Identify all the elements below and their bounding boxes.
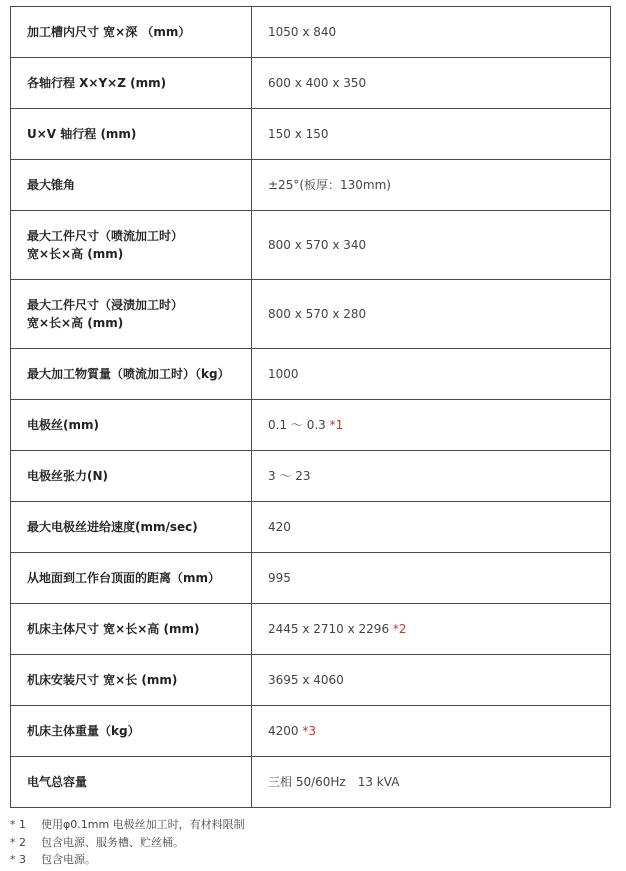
spec-value: 600 x 400 x 350 [268, 76, 367, 90]
spec-label: 电极丝张力(N) [11, 451, 252, 502]
spec-value-cell [252, 7, 611, 58]
spec-label: 最大电极丝进给速度(mm/sec) [11, 502, 252, 553]
spec-value: 1000 [268, 367, 299, 381]
spec-label: 加工槽内尺寸 宽×深 （mm） [11, 7, 252, 58]
spec-label: 机床主体尺寸 宽×长×高 (mm) [11, 604, 252, 655]
spec-label: 最大工件尺寸（浸渍加工时） 宽×长×高 (mm) [11, 280, 252, 349]
spec-row [11, 604, 611, 655]
spec-value: 150 x 150 [268, 127, 329, 141]
footnote-mark: * 1 [10, 818, 26, 831]
spec-value-cell [252, 280, 611, 349]
footnote-item [10, 816, 245, 834]
spec-row [11, 553, 611, 604]
spec-row [11, 706, 611, 757]
spec-value: 三相 50/60Hz 13 kVA [268, 775, 400, 789]
spec-value: 3695 x 4060 [268, 673, 344, 687]
spec-label: 机床安装尺寸 宽×长 (mm) [11, 655, 252, 706]
spec-value: 420 [268, 520, 291, 534]
spec-row [11, 109, 611, 160]
footnote-mark: * 2 [10, 835, 26, 849]
footnote-reference: *3 [302, 724, 317, 738]
footnote-reference: *2 [392, 622, 407, 636]
footnotes [10, 816, 245, 869]
spec-row [11, 655, 611, 706]
footnote-reference: *1 [329, 418, 344, 432]
spec-value-cell [252, 655, 611, 706]
footnote-text: 包含电源。 [41, 853, 96, 866]
spec-value: 1050 x 840 [268, 25, 337, 39]
spec-label: U×V 轴行程 (mm) [11, 109, 252, 160]
spec-value: 800 x 570 x 280 [268, 307, 367, 321]
spec-table [10, 6, 611, 808]
footnote-text: 包含电源、服务槽、贮丝桶。 [41, 835, 184, 849]
spec-label: 最大工件尺寸（喷流加工时） 宽×长×高 (mm) [11, 211, 252, 280]
spec-row [11, 58, 611, 109]
spec-value-cell [252, 160, 611, 211]
spec-table-body [11, 7, 611, 808]
spec-row [11, 757, 611, 808]
spec-value-cell [252, 604, 611, 655]
spec-row [11, 451, 611, 502]
spec-row [11, 7, 611, 58]
spec-label: 从地面到工作台顶面的距离（mm） [11, 553, 252, 604]
spec-label: 机床主体重量（kg） [11, 706, 252, 757]
spec-value: 3 ～ 23 [268, 469, 311, 483]
spec-row [11, 349, 611, 400]
spec-value-cell [252, 451, 611, 502]
spec-row [11, 211, 611, 280]
spec-value-cell [252, 400, 611, 451]
spec-row [11, 400, 611, 451]
spec-value-cell [252, 349, 611, 400]
footnote-mark: * 3 [10, 853, 26, 866]
spec-label: 电气总容量 [11, 757, 252, 808]
spec-value-cell [252, 109, 611, 160]
spec-value-cell [252, 706, 611, 757]
footnote-item [10, 834, 245, 852]
spec-value: 995 [268, 571, 291, 585]
footnote-text: 使用φ0.1mm 电极丝加工时，有材料限制 [41, 818, 245, 831]
spec-label: 各轴行程 X×Y×Z (mm) [11, 58, 252, 109]
spec-row [11, 280, 611, 349]
spec-label: 电极丝(mm) [11, 400, 252, 451]
spec-label: 最大加工物質量（喷流加工时）（kg） [11, 349, 252, 400]
spec-value: 800 x 570 x 340 [268, 238, 367, 252]
spec-value: 0.1 ～ 0.3 [268, 418, 326, 432]
spec-value-cell [252, 502, 611, 553]
footnote-item [10, 851, 245, 869]
spec-value-cell [252, 757, 611, 808]
spec-row [11, 160, 611, 211]
spec-value-cell [252, 211, 611, 280]
spec-value: 2445 x 2710 x 2296 [268, 622, 390, 636]
spec-value-cell [252, 553, 611, 604]
spec-value: 4200 [268, 724, 299, 738]
spec-value-cell [252, 58, 611, 109]
spec-label: 最大锥角 [11, 160, 252, 211]
spec-value: ±25°(板厚：130mm) [268, 178, 391, 192]
spec-row [11, 502, 611, 553]
